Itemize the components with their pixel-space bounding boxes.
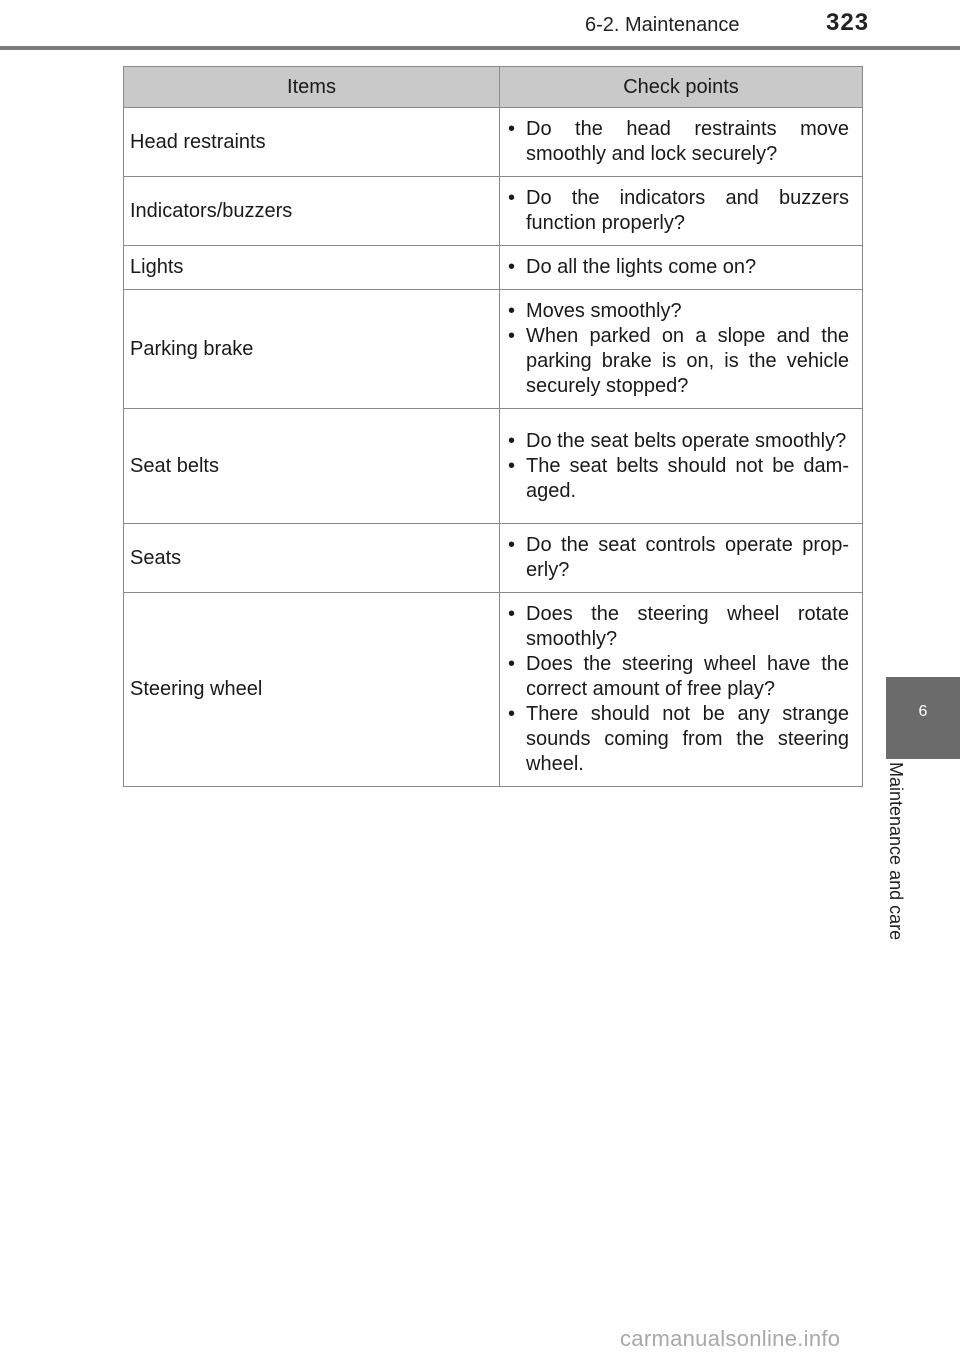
check-points-cell <box>500 290 863 409</box>
table-row <box>124 108 863 177</box>
table-row <box>124 177 863 246</box>
check-point: • When parked on a slope and the parking brake is on, is the vehicle securely stopped? <box>506 324 849 399</box>
check-points-cell <box>500 409 863 524</box>
item-cell: Lights <box>124 246 500 290</box>
table-header-row <box>124 67 863 108</box>
item-cell: Seats <box>124 524 500 593</box>
header-divider <box>0 46 960 50</box>
check-point: • Does the steering wheel rotate smoothly? <box>506 602 849 652</box>
check-points-cell <box>500 593 863 787</box>
item-cell: Indicators/buzzers <box>124 177 500 246</box>
item-cell: Parking brake <box>124 290 500 409</box>
check-point: • Does the steering wheel have the correct amount of free play? <box>506 652 849 702</box>
watermark-text: carmanualsonline.info <box>620 1326 841 1351</box>
page-number: 323 <box>826 9 870 36</box>
check-point: • There should not be any strange sounds coming from the steering wheel. <box>506 702 849 777</box>
check-point: • Do the seat belts operate smoothly? <box>506 429 849 454</box>
check-point: • Do the head restraints move smoothly and lock securely? <box>506 117 849 167</box>
column-header-check-points: Check points <box>500 67 863 108</box>
table-row <box>124 246 863 290</box>
table-row <box>124 409 863 524</box>
table-row <box>124 290 863 409</box>
table-row <box>124 593 863 787</box>
chapter-tab-label: Maintenance and care <box>886 762 906 941</box>
check-point: • Do the seat controls operate prop-erly? <box>506 533 849 583</box>
item-cell: Head restraints <box>124 108 500 177</box>
check-point: • Do all the lights come on? <box>506 255 849 280</box>
check-point: • Moves smoothly? <box>506 299 849 324</box>
check-points-cell <box>500 246 863 290</box>
check-point: • The seat belts should not be dam-aged. <box>506 454 849 504</box>
chapter-tab: 6 <box>886 677 960 759</box>
check-points-cell <box>500 524 863 593</box>
section-title: 6-2. Maintenance <box>585 14 740 36</box>
check-points-table <box>123 66 863 787</box>
check-points-cell <box>500 177 863 246</box>
item-cell: Seat belts <box>124 409 500 524</box>
item-cell: Steering wheel <box>124 593 500 787</box>
column-header-items: Items <box>124 67 500 108</box>
check-points-cell <box>500 108 863 177</box>
chapter-tab-label-container <box>886 762 926 978</box>
check-point: • Do the indicators and buzzers function properly? <box>506 186 849 236</box>
table-row <box>124 524 863 593</box>
